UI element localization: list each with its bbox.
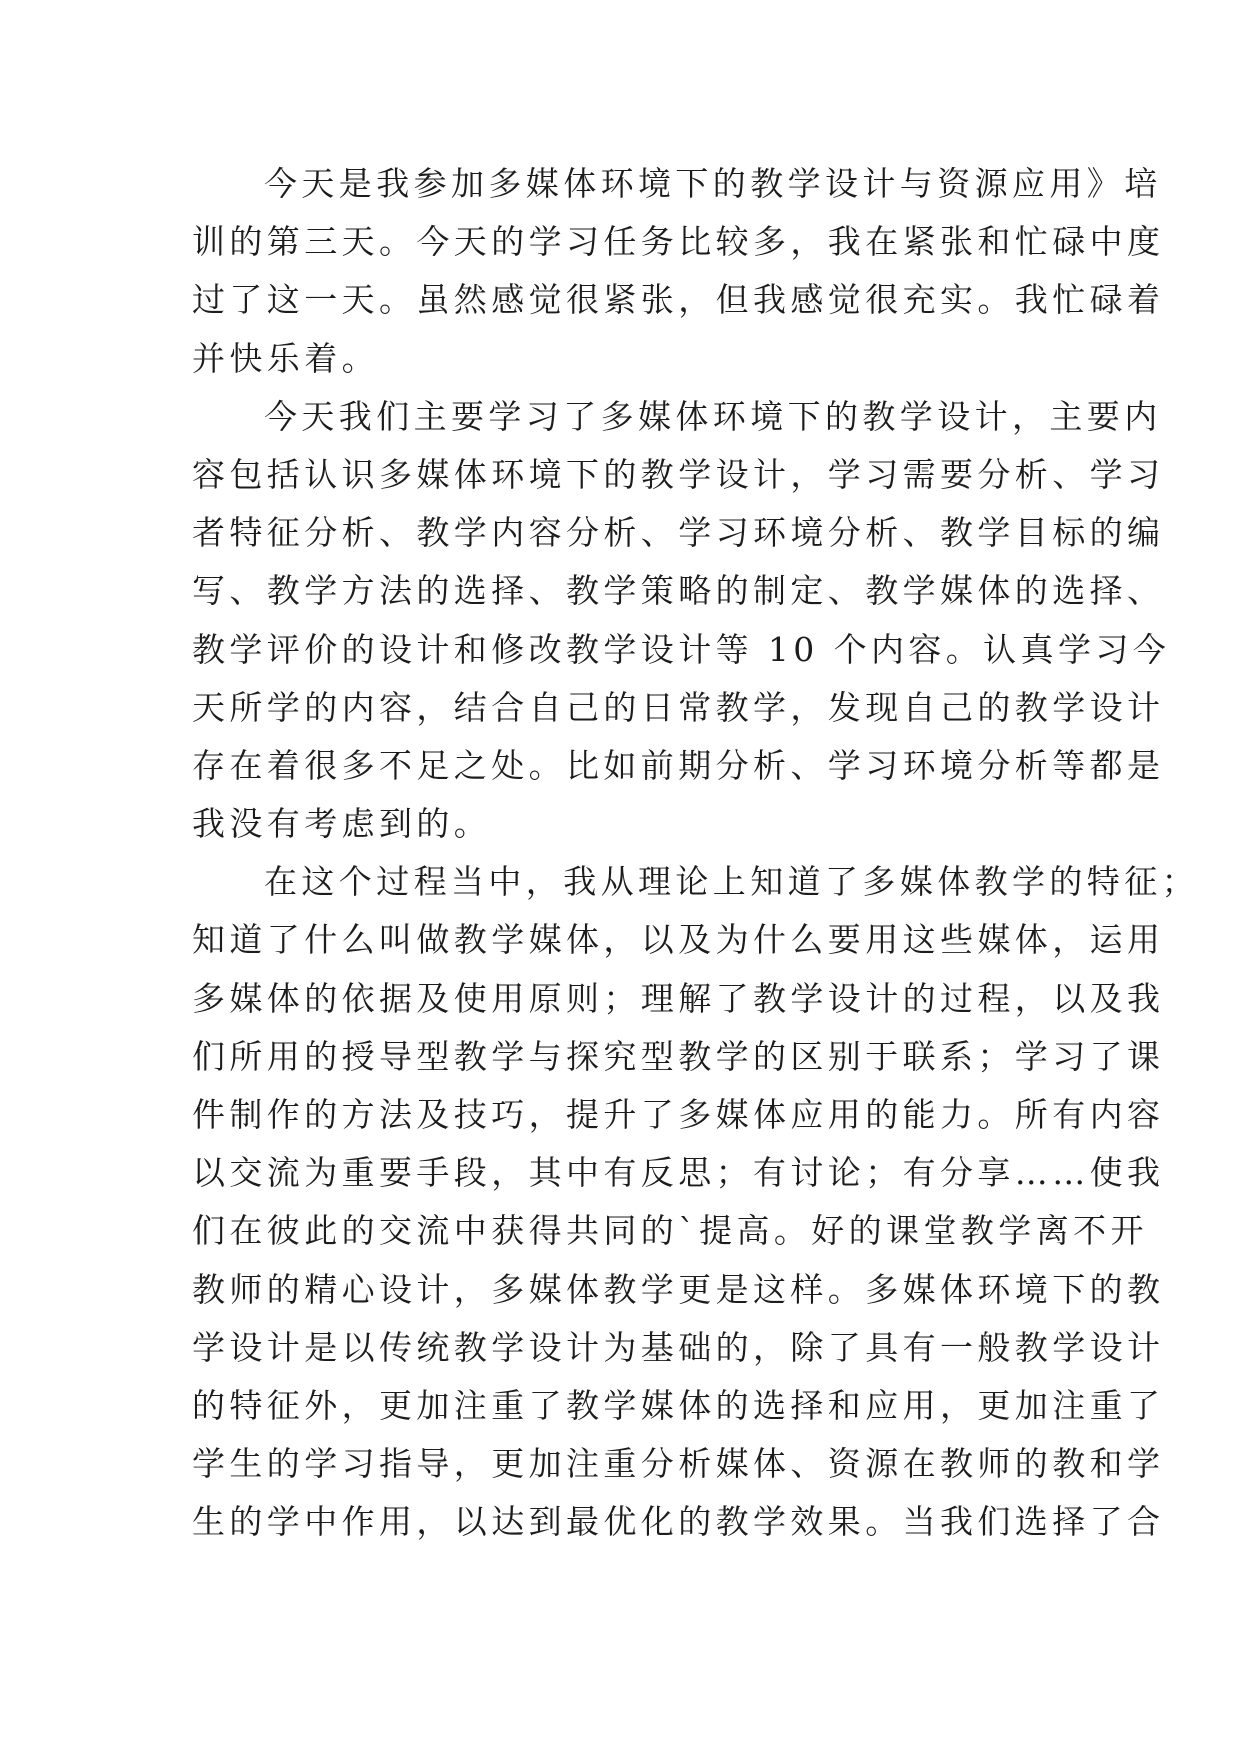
text-line: 今天我们主要学习了多媒体环境下的教学设计，主要内 <box>264 396 1162 436</box>
text-line: 天所学的内容，结合自己的日常教学，发现自己的教学设计 <box>192 687 1165 727</box>
text-line: 以交流为重要手段，其中有反思；有讨论；有分享……使我 <box>192 1153 1165 1193</box>
text-line: 在这个过程当中，我从理论上知道了多媒体教学的特征； <box>264 862 1199 902</box>
text-line: 件制作的方法及技巧，提升了多媒体应用的能力。所有内容 <box>192 1095 1165 1134</box>
text-line: 我没有考虑到的。 <box>192 804 492 844</box>
text-line: 今天是我参加多媒体环境下的教学设计与资源应用》培 <box>264 164 1162 203</box>
text-line: 容包括认识多媒体环境下的教学设计，学习需要分析、学习 <box>192 454 1165 494</box>
body-text <box>192 155 1199 1552</box>
text-line: 并快乐着。 <box>192 338 379 378</box>
text-line: 的特征外，更加注重了教学媒体的选择和应用，更加注重了 <box>192 1385 1165 1425</box>
text-line: 过了这一天。虽然感觉很紧张，但我感觉很充实。我忙碌着 <box>192 280 1165 320</box>
paragraph-3 <box>192 853 1199 1551</box>
text-line: 知道了什么叫做教学媒体，以及为什么要用这些媒体，运用 <box>192 920 1165 960</box>
text-line: 训的第三天。今天的学习任务比较多，我在紧张和忙碌中度 <box>192 222 1165 262</box>
text-line: 教师的精心设计，多媒体教学更是这样。多媒体环境下的教 <box>192 1269 1165 1309</box>
text-line: 存在着很多不足之处。比如前期分析、学习环境分析等都是 <box>192 745 1165 785</box>
text-line: 教学评价的设计和修改教学设计等 10 个内容。认真学习今 <box>192 629 1171 669</box>
text-line: 们所用的授导型教学与探究型教学的区别于联系；学习了课 <box>192 1036 1165 1076</box>
text-line: 者特征分析、教学内容分析、学习环境分析、教学目标的编 <box>192 513 1165 553</box>
text-line: 写、教学方法的选择、教学策略的制定、教学媒体的选择、 <box>192 571 1165 611</box>
paragraph-2 <box>192 388 1171 854</box>
paragraph-1 <box>192 155 1165 388</box>
text-line: 学生的学习指导，更加注重分析媒体、资源在教师的教和学 <box>192 1444 1165 1484</box>
text-line: 多媒体的依据及使用原则；理解了教学设计的过程，以及我 <box>192 978 1165 1018</box>
text-line: 们在彼此的交流中获得共同的`提高。好的课堂教学离不开 <box>192 1211 1148 1251</box>
text-line: 学设计是以传统教学设计为基础的，除了具有一般教学设计 <box>192 1327 1165 1367</box>
text-line: 生的学中作用，以达到最优化的教学效果。当我们选择了合 <box>192 1502 1165 1542</box>
